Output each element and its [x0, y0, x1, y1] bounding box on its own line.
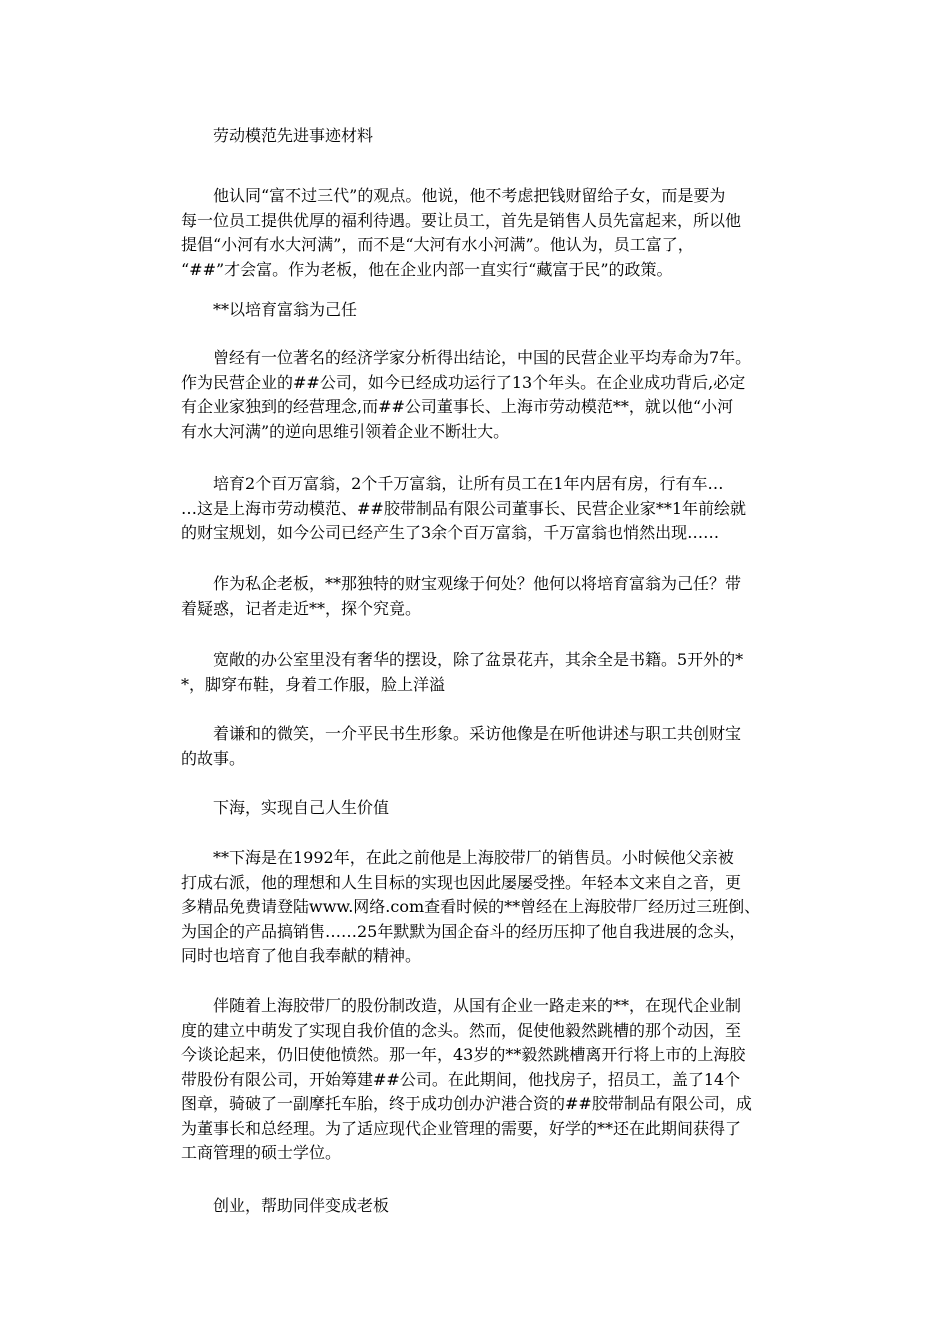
text-line: 他认同“富不过三代”的观点。他说，他不考虑把钱财留给子女，而是要为 — [213, 186, 726, 205]
paragraph-5 — [181, 648, 775, 697]
text-line: 培育2个百万富翁，2个千万富翁，让所有员工在1年内居有房，行有车… — [213, 474, 724, 493]
section-heading-2 — [181, 796, 775, 821]
text-line: 度的建立中萌发了实现自我价值的念头。然而，促使他毅然跳槽的那个动因，至 — [181, 1020, 742, 1040]
text-line: …这是上海市劳动模范、##胶带制品有限公司董事长、民营企业家**1年前绘就 — [181, 498, 746, 518]
text-line: 多精品免费请登陆www.网络.com查看时候的**曾经在上海胶带厂经历过三班倒、 — [181, 897, 761, 916]
text-line: “##”才会富。作为老板，他在企业内部一直实行“藏富于民”的政策。 — [181, 259, 673, 279]
text-line: 有企业家独到的经营理念,而##公司董事长、上海市劳动模范**，就以他“小河 — [181, 397, 734, 416]
paragraph-7 — [181, 846, 775, 969]
text-line: *，脚穿布鞋，身着工作服，脸上洋溢 — [181, 674, 446, 694]
text-line: 为国企的产品搞销售……25年默默为国企奋斗的经历压抑了他自我进展的念头， — [181, 921, 746, 941]
paragraph-1 — [181, 184, 775, 282]
text-line: 打成右派，他的理想和人生目标的实现也因此屡屡受挫。年轻本文来自之音，更 — [181, 872, 742, 892]
paragraph-4 — [181, 572, 775, 621]
paragraph-6 — [181, 722, 775, 771]
text-line: 每一位员工提供优厚的福利待遇。要让员工，首先是销售人员先富起来，所以他 — [181, 210, 742, 230]
text-line: 工商管理的硕士学位。 — [181, 1143, 342, 1162]
text-line: 作为民营企业的##公司，如今已经成功运行了13个年头。在企业成功背后,必定 — [181, 372, 746, 392]
text-line: 的财宝规划，如今公司已经产生了3余个百万富翁，千万富翁也悄然出现…… — [181, 523, 720, 542]
text-line: 下海，实现自己人生价值 — [213, 798, 390, 817]
text-line: 带股份有限公司，开始筹建##公司。在此期间，他找房子，招员工，盖了14个 — [181, 1069, 741, 1089]
section-heading-1 — [181, 298, 775, 323]
paragraph-2 — [181, 346, 775, 444]
text-line: 着谦和的微笑，一介平民书生形象。采访他像是在听他讲述与职工共创财宝 — [213, 724, 742, 743]
text-line: 劳动模范先进事迹材料 — [213, 126, 374, 145]
text-line: 创业，帮助同伴变成老板 — [213, 1196, 390, 1215]
text-line: 作为私企老板，**那独特的财宝观缘于何处？他何以将培育富翁为己任？带 — [213, 574, 742, 593]
text-line: 图章，骑破了一副摩托车胎，终于成功创办沪港合资的##胶带制品有限公司，成 — [181, 1094, 752, 1113]
text-line: **下海是在1992年，在此之前他是上海胶带厂的销售员。小时候他父亲被 — [213, 848, 734, 867]
text-line: 的故事。 — [181, 748, 246, 768]
text-line: 着疑惑，记者走近**，探个究竟。 — [181, 598, 422, 618]
text-line: 同时也培育了他自我奉献的精神。 — [181, 946, 422, 965]
text-line: 曾经有一位著名的经济学家分析得出结论，中国的民营企业平均寿命为7年。 — [213, 348, 752, 367]
text-line: 为董事长和总经理。为了适应现代企业管理的需要，好学的**还在此期间获得了 — [181, 1118, 742, 1138]
text-line: 提倡“小河有水大河满”，而不是“大河有水小河满”。他认为，员工富了， — [181, 235, 694, 254]
text-line: 今谈论起来，仍旧使他愤然。那一年，43岁的**毅然跳槽离开行将上市的上海胶 — [181, 1045, 746, 1064]
paragraph-8 — [181, 994, 775, 1166]
paragraph-3 — [181, 472, 775, 546]
text-line: 伴随着上海胶带厂的股份制改造，从国有企业一路走来的**，在现代企业制 — [213, 996, 742, 1015]
text-line: 有水大河满”的逆向思维引领着企业不断壮大。 — [181, 421, 510, 441]
document-title — [181, 124, 775, 149]
text-line: **以培育富翁为己任 — [213, 300, 358, 319]
section-heading-3 — [181, 1194, 775, 1219]
text-line: 宽敞的办公室里没有奢华的摆设，除了盆景花卉，其余全是书籍。5开外的* — [213, 650, 744, 669]
